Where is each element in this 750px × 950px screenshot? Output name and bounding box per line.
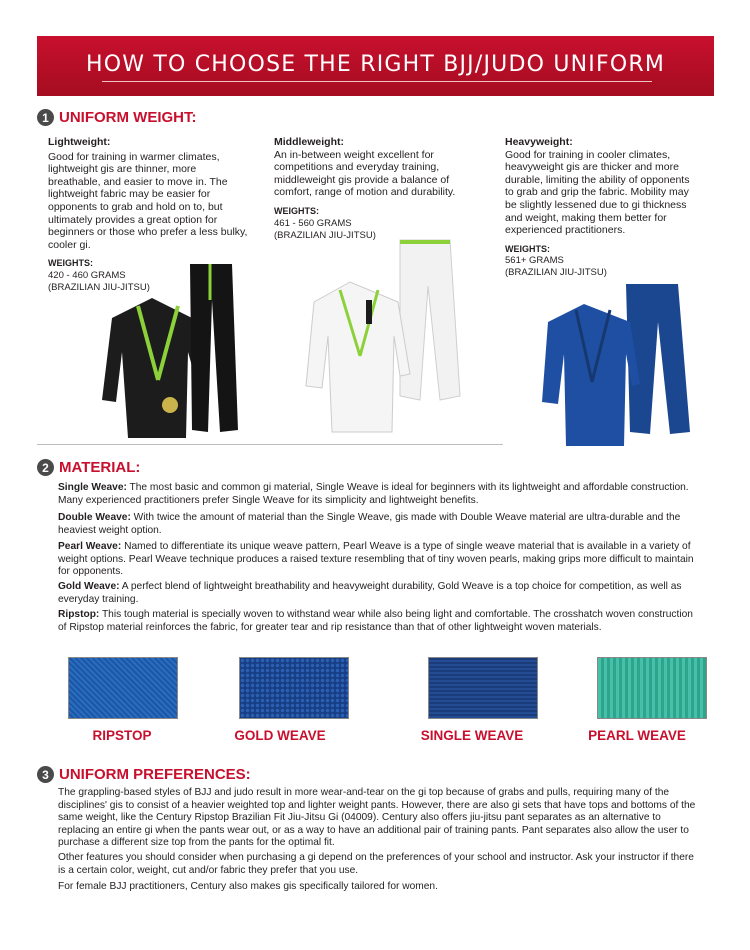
- page-title: HOW TO CHOOSE THE RIGHT BJJ/JUDO UNIFORM: [85, 52, 666, 77]
- middleweight-column: [274, 136, 470, 242]
- middleweight-weights-note: (BRAZILIAN JIU-JITSU): [274, 229, 376, 241]
- material-text: With twice the amount of material than the Single Weave, gis made with Double Weave material are ultra-durable and the heaviest weight option.: [58, 512, 681, 536]
- gold-weave-label: GOLD WEAVE: [234, 728, 326, 743]
- material-text: A perfect blend of lightweight breathability and heavyweight durability, Gold Weave is a top choice for competition, as well as everyday training.: [58, 581, 682, 605]
- material-gold-weave: [58, 581, 698, 606]
- section-title: UNIFORM WEIGHT:: [59, 109, 197, 126]
- black-gi-image: [92, 260, 252, 440]
- single-weave-label: SINGLE WEAVE: [420, 728, 524, 743]
- gold-weave-swatch: [239, 657, 349, 719]
- banner-underline: [102, 81, 652, 82]
- blue-gi-image: [540, 282, 710, 452]
- preferences-paragraph: For female BJJ practitioners, Century also makes gis specifically tailored for women.: [58, 881, 438, 892]
- material-double-weave: [58, 512, 698, 537]
- section-number-badge: 2: [37, 459, 54, 476]
- material-pearl-weave: [58, 541, 698, 579]
- material-text: This tough material is specially woven to withstand wear while also being light and comfortable. The crosshatch woven construction of Ripstop material reinforces the fabric, for greater tear and rip resistance than that of other lightweight woven materials.: [58, 609, 693, 633]
- heavyweight-weights-label: WEIGHTS:: [505, 243, 550, 254]
- material-single-weave: [58, 482, 698, 507]
- material-term: Gold Weave:: [58, 581, 120, 592]
- lightweight-heading: Lightweight:: [48, 136, 111, 148]
- pearl-weave-swatch: [597, 657, 707, 719]
- lightweight-weights-value: 420 - 460 GRAMS: [48, 269, 126, 281]
- section-weight-heading: [37, 109, 196, 126]
- single-weave-swatch: [428, 657, 538, 719]
- section-number-badge: 3: [37, 766, 54, 783]
- section-title: UNIFORM PREFERENCES:: [59, 766, 251, 783]
- section-title: MATERIAL:: [59, 459, 141, 476]
- heavyweight-weights-value: 561+ GRAMS: [505, 255, 564, 267]
- preferences-paragraph: The grappling-based styles of BJJ and judo result in more wear-and-tear on the gi top because of grabs and pulls, requiring many of the disciplines' gis to consist of a heavier weighted top and lighter weight pants. However, there are also gi sets that have tops and bottoms of the same weight, like the Century Ripstop Brazilian Fit Jiu-Jitsu Gi (04009). Century also offers jiu-jitsu pant separates as an alternative to replacing an entire gi when the pants wear out, or as a way to have an additional pair of training pants. Pant separates also allow the user to purchase a different size top from the pants for the optimal fit.: [58, 787, 696, 849]
- heavyweight-column: [505, 136, 691, 279]
- section-preferences-heading: [37, 766, 251, 783]
- lightweight-body: Good for training in warmer climates, lightweight gis are thinner, more breathable, and easier to move in. The lightweight fabric may be easier for opponents to grab and hold on to, but ultimately provides a great option for beginners or those who prefer a less bulky, cooler gi.: [48, 150, 248, 251]
- section-divider: [37, 444, 503, 445]
- header-banner: [37, 36, 714, 96]
- pearl-weave-label: PEARL WEAVE: [588, 728, 686, 743]
- heavyweight-body: Good for training in cooler climates, heavyweight gis are thicker and more durable, limiting the ability of opponents to grab and grip the fabric. Mobility may be slightly lessened due to gi thickness and weight, making them better for experienced practitioners.: [505, 148, 690, 237]
- section-number-badge: 1: [37, 109, 54, 126]
- heavyweight-heading: Heavyweight:: [505, 136, 573, 148]
- material-text: Named to differentiate its unique weave pattern, Pearl Weave is a type of single weave material that is available in a variety of weight options. Pearl Weave technique produces a raised texture resembling that of tiny woven pearls, making grips more difficult to maintain for opponents.: [58, 541, 694, 578]
- section-material-heading: [37, 459, 140, 476]
- material-term: Pearl Weave:: [58, 541, 122, 552]
- lightweight-weights-label: WEIGHTS:: [48, 258, 93, 269]
- material-term: Ripstop:: [58, 609, 100, 620]
- white-gi-image: [300, 236, 480, 436]
- ripstop-swatch: [68, 657, 178, 719]
- lightweight-weights-note: (BRAZILIAN JIU-JITSU): [48, 281, 150, 293]
- middleweight-weights-label: WEIGHTS:: [274, 205, 319, 216]
- material-term: Single Weave:: [58, 482, 127, 493]
- preferences-paragraph: Other features you should consider when purchasing a gi depend on the preferences of your school and instructor. Ask your instructor if there is a certain color, weight, cut and/or fabric they prefer that you use.: [58, 852, 694, 876]
- material-text: The most basic and common gi material, Single Weave is ideal for beginners with its lightweight and affordable construction. Many experienced practitioners prefer Single Weave for its simplicity and lightweight benefits.: [58, 482, 689, 506]
- middleweight-heading: Middleweight:: [274, 136, 344, 148]
- heavyweight-weights-note: (BRAZILIAN JIU-JITSU): [505, 267, 607, 279]
- middleweight-weights-value: 461 - 560 GRAMS: [274, 217, 352, 229]
- ripstop-label: RIPSTOP: [92, 728, 152, 743]
- middleweight-body: An in-between weight excellent for competitions and everyday training, middleweight gis provide a balance of comfort, range of motion and durability.: [274, 148, 456, 199]
- material-ripstop: [58, 609, 698, 634]
- material-term: Double Weave:: [58, 512, 131, 523]
